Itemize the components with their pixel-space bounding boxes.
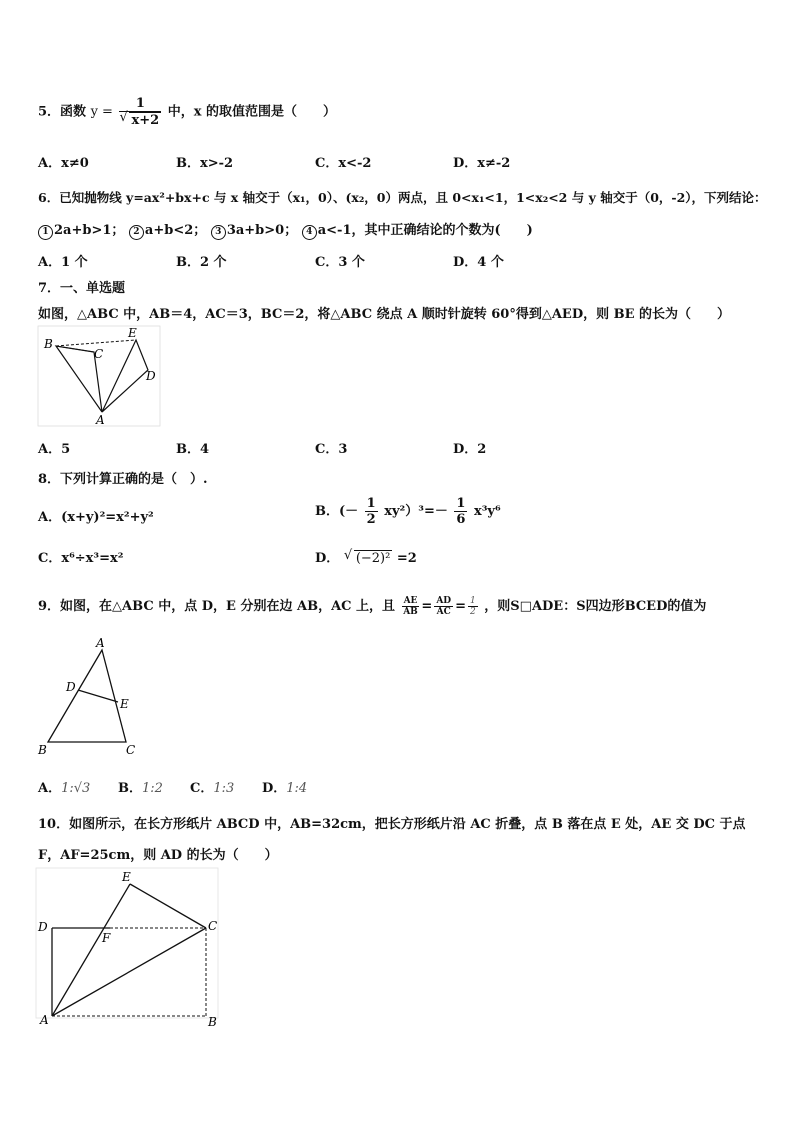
q9-f3-den: 2 <box>470 607 476 617</box>
q8-b-den1: 2 <box>366 512 376 527</box>
q9-f1-den: AB <box>403 607 418 617</box>
q6-circle-1: 1 <box>38 225 53 240</box>
q9-c-value: 1:3 <box>213 781 235 796</box>
q5-option-c[interactable]: C．x<-2 <box>315 156 372 171</box>
q9-f2-num: AD <box>436 596 452 606</box>
q9-label-b: B <box>38 743 47 757</box>
q9-a-letter: A． <box>38 781 62 796</box>
q10-label-a: A <box>40 1013 49 1027</box>
q5-y-eq: y = <box>90 104 113 120</box>
q9-f2-den: AC <box>436 607 451 617</box>
q9-pre: 9．如图，在△ABC 中，点 D，E 分别在边 AB，AC 上，且 <box>38 599 396 614</box>
q6-stmt-3: 3a+b>0； <box>226 223 298 238</box>
q10-line1: 10．如图所示，在长方形纸片 ABCD 中，AB=32cm，把长方形纸片沿 AC 折叠，点 B 落在点 E 处，AE 交 DC 于点 <box>38 817 746 832</box>
q7-label-e: E <box>128 326 137 340</box>
q9-label-d: D <box>66 680 76 694</box>
q5-stem <box>38 96 336 128</box>
q10-label-d: D <box>38 920 48 934</box>
q9-option-b[interactable] <box>118 777 163 796</box>
q10-label-c: C <box>208 919 218 933</box>
q9-d-letter: D． <box>262 781 287 796</box>
q9-option-c[interactable] <box>190 777 234 796</box>
q6-stmt-1: 2a+b>1； <box>54 223 125 238</box>
q9-post: ，则S□ADE：S四边形BCED的值为 <box>484 599 707 614</box>
q9-b-letter: B． <box>118 781 142 796</box>
q8-b-post: x³y⁶ <box>473 504 501 519</box>
q7-option-d[interactable]: D．2 <box>453 442 487 457</box>
q7-figure <box>36 324 162 428</box>
q6-stmt-2: a+b<2； <box>144 223 207 238</box>
q8-option-c[interactable]: C．x⁶÷x³=x² <box>38 551 124 566</box>
q9-figure <box>34 636 144 760</box>
q10-label-b: B <box>208 1015 217 1029</box>
q9-f1-num: AE <box>403 596 418 606</box>
q7-label-b: B <box>44 337 53 351</box>
q8-option-a[interactable]: A．(x+y)²=x²+y² <box>38 510 154 525</box>
q5-frac-den: √ x+2 <box>129 112 161 128</box>
q6-option-a[interactable]: A．1 个 <box>38 255 88 270</box>
q6-line1: 6．已知抛物线 y=ax²+bx+c 与 x 轴交于（x₁，0）、(x₂，0）两点，且 0<x₁<1，1<x₂<2 与 y 轴交于（0，-2），下列结论： <box>38 190 767 205</box>
q8-d-pre: D． <box>315 551 340 566</box>
q10-figure <box>34 866 224 1030</box>
q9-stem: 9．如图，在△ABC 中，点 D，E 分别在边 AB，AC 上，且 $\frac{AE}{AB}$ = $\frac{AD}{AC}$ = $\frac{1}{2}$ ，则S□ADE：S四边形BCED的值为 <box>38 596 707 617</box>
q7-option-c[interactable]: C．3 <box>315 442 348 457</box>
q8-b-mid: xy²）³=－ <box>384 504 448 519</box>
q6-circle-4: 4 <box>302 225 317 240</box>
q7-option-b[interactable]: B．4 <box>176 442 210 457</box>
q8-option-d[interactable] <box>315 547 417 566</box>
q9-label-e: E <box>120 697 129 711</box>
q8-b-den2: 6 <box>456 512 466 527</box>
q5-option-d[interactable]: D．x≠-2 <box>453 156 511 171</box>
q6-stmt-4: a<-1，其中正确结论的个数为( ) <box>317 223 533 238</box>
q6-circle-3: 3 <box>211 225 226 240</box>
q8-b-pre: B．(－ <box>315 504 359 519</box>
q5-fraction <box>119 96 161 128</box>
q8-b-num1: 1 <box>366 496 376 511</box>
q6-line2 <box>38 219 533 240</box>
q9-b-value: 1:2 <box>142 781 163 796</box>
q9-label-c: C <box>126 743 136 757</box>
q10-label-e: E <box>122 870 131 884</box>
q7-option-a[interactable]: A．5 <box>38 442 71 457</box>
q6-circle-2: 2 <box>129 225 144 240</box>
q5-option-b[interactable]: B．x>-2 <box>176 156 234 171</box>
q9-a-value: 1:√3 <box>61 781 91 796</box>
q6-option-c[interactable]: C．3 个 <box>315 255 365 270</box>
q6-option-b[interactable]: B．2 个 <box>176 255 227 270</box>
q5-option-a[interactable]: A．x≠0 <box>38 156 89 171</box>
q7-label-a: A <box>96 413 105 427</box>
q9-option-d[interactable] <box>262 777 307 796</box>
q9-f3-num: 1 <box>470 596 476 606</box>
q7-label-c: C <box>94 347 104 361</box>
q7-label-d: D <box>146 369 156 383</box>
q10-line2: F，AF=25cm，则 AD 的长为（ ） <box>38 848 278 863</box>
q5-frac-num: 1 <box>119 96 161 112</box>
q8-d-post: =2 <box>396 551 417 566</box>
q9-option-a[interactable] <box>38 777 90 796</box>
q9-d-value: 1:4 <box>286 781 308 796</box>
q7-heading: 7．一、单选题 <box>38 281 126 296</box>
q7-text: 如图，△ABC 中，AB＝4，AC＝3，BC＝2，将△ABC 绕点 A 顺时针旋转 60°得到△AED，则 BE 的长为（ ） <box>38 307 731 322</box>
q8-option-b[interactable] <box>315 496 501 527</box>
q9-label-a: A <box>96 636 105 650</box>
q10-label-f: F <box>102 931 111 945</box>
q8-d-radical: √ (−2)² <box>354 550 393 566</box>
q8-heading: 8．下列计算正确的是（ ）. <box>38 472 208 487</box>
q8-b-num2: 1 <box>456 496 466 511</box>
q6-option-d[interactable]: D．4 个 <box>453 255 504 270</box>
q5-suffix: 中，x 的取值范围是（ ） <box>167 104 336 120</box>
q9-c-letter: C． <box>190 781 214 796</box>
q5-prefix: 5．函数 <box>38 104 87 120</box>
